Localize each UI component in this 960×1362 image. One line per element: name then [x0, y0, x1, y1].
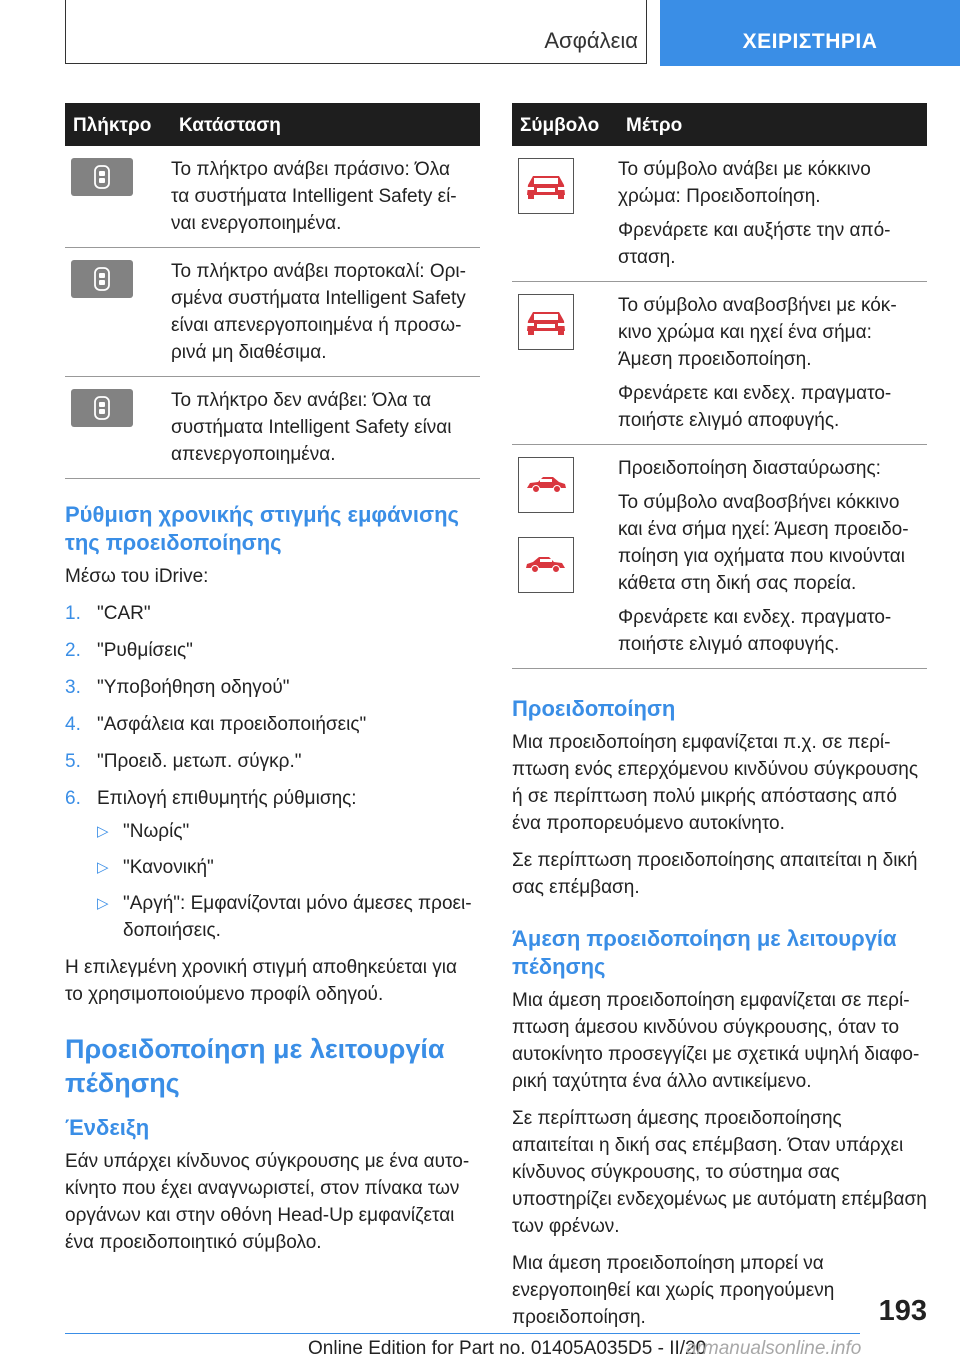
braking-heading: Προειδοποίηση με λειτουργία πέδησης — [65, 1034, 445, 1098]
timing-heading: Ρύθμιση χρονικής στιγμής εμφάνισης της προειδοποίησης — [65, 502, 459, 555]
step-text: "Ρυθμίσεις" — [97, 640, 193, 661]
table-header-measure: Μέτρο — [618, 103, 927, 146]
intelligent-safety-button-icon — [71, 158, 133, 196]
status-text: Το πλήκτρο ανάβει πορτοκαλί: Ορισμένα συστήματα Intelligent Safety είναι απενεργοποιημένα ή προσωρινά μη διαθέσιμα. — [171, 248, 480, 377]
triangle-bullet-icon: ▷ — [97, 823, 109, 840]
table-row — [512, 445, 927, 669]
triangle-bullet-icon: ▷ — [97, 859, 109, 876]
list-item — [65, 674, 480, 701]
table-row — [65, 248, 480, 377]
step-text: "Προειδ. μετωπ. σύγκρ." — [97, 751, 302, 772]
warning-text: Μια προειδοποίηση εμφανίζεται π.χ. σε περίπτωση ενός επερχόμενου κινδύνου σύγκρουσης ή σε περίπτωση πολύ μικρής απόστασης από ένα προπορευόμενο αυτοκίνητο. — [512, 732, 919, 834]
timing-options — [97, 818, 480, 944]
table-header-status: Κατάσταση — [171, 103, 480, 146]
chapter-tab[interactable]: ΧΕΙΡΙΣΤΗΡΙΑ — [660, 0, 960, 66]
list-item — [65, 637, 480, 664]
button-status-table — [65, 103, 480, 479]
step-number: 1. — [65, 603, 81, 624]
step-text: "CAR" — [97, 603, 151, 624]
measure-text: Φρενάρετε και ενδεχ. πραγματοποιήστε ελιγμό αποφυγής. — [618, 383, 892, 431]
option-text: "Νωρίς" — [123, 821, 190, 842]
list-item — [65, 711, 480, 738]
indication-text: Εάν υπάρχει κίνδυνος σύγκρουσης με ένα αυτοκίνητο που έχει αναγνωριστεί, στον πίνακα των οργάνων και στην οθόνη Head-Up εμφανίζεται ένα προειδοποιητικό σύμβολο. — [65, 1151, 470, 1253]
step-text: Επιλογή επιθυμητής ρύθμισης: — [97, 788, 357, 809]
step-number: 4. — [65, 714, 81, 735]
status-text: Το πλήκτρο ανάβει πράσινο: Όλα τα συστήματα Intelligent Safety είναι ενεργοποιημένα. — [171, 146, 480, 248]
warning-text: Σε περίπτωση προειδοποίησης απαιτείται η δική σας επέμβαση. — [512, 850, 918, 898]
timing-note: Η επιλεγμένη χρονική στιγμή αποθηκεύεται για το χρησιμοποιούμενο προφίλ οδηγού. — [65, 957, 457, 1005]
section-title: Ασφάλεια — [544, 28, 638, 53]
list-item — [65, 748, 480, 775]
list-item — [65, 785, 480, 944]
option-item — [97, 854, 480, 881]
status-text: Το πλήκτρο δεν ανάβει: Όλα τα συστήματα Intelligent Safety είναι απενεργοποιημένα. — [171, 377, 480, 479]
immediate-warning-heading: Άμεση προειδοποίηση με λειτουργία πέδησης — [512, 926, 897, 979]
option-text: "Αργή": Εμφανίζονται μόνο άμεσες προειδοποιήσεις. — [123, 893, 472, 941]
front-collision-warning-icon — [518, 294, 574, 350]
measure-text: Φρενάρετε και αυξήστε την απόσταση. — [618, 220, 891, 268]
symbol-measure-table — [512, 103, 927, 669]
footer-divider — [65, 1333, 860, 1334]
intelligent-safety-button-icon — [71, 389, 133, 427]
triangle-bullet-icon: ▷ — [97, 895, 109, 912]
table-header-symbol: Σύμβολο — [512, 103, 618, 146]
cross-traffic-warning-icon — [518, 537, 574, 593]
right-column — [512, 103, 927, 1341]
step-number: 3. — [65, 677, 81, 698]
front-collision-warning-icon — [518, 158, 574, 214]
option-text: "Κανονική" — [123, 857, 214, 878]
table-row — [512, 146, 927, 282]
left-column — [65, 103, 480, 1266]
option-item — [97, 818, 480, 845]
step-text: "Ασφάλεια και προειδοποιήσεις" — [97, 714, 367, 735]
immediate-warning-text: Σε περίπτωση άμεσης προειδοποίησης απαιτείται η δική σας επέμβαση. Όταν υπάρχει κίνδυνος σύγκρουσης, το σύστημα σας υποστηρίζει ενδεχομένως με αυτόματη επέμβαση των φρένων. — [512, 1108, 927, 1237]
table-row — [65, 377, 480, 479]
measure-text: Το σύμβολο αναβοσβήνει κόκκινο και ένα σήμα ηχεί: Άμεση προειδοποίηση για οχήματα που κινούνται κάθετα στη δική σας πορεία. — [618, 492, 909, 594]
measure-text: Το σύμβολο αναβοσβήνει με κόκκινο χρώμα και ηχεί ένα σήμα: Άμεση προειδοποίηση. — [618, 295, 897, 370]
table-row — [65, 146, 480, 248]
immediate-warning-text: Μια άμεση προειδοποίηση εμφανίζεται σε περίπτωση άμεσου κινδύνου σύγκρουσης, όταν το αυτοκίνητο προσεγγίζει με σχετικά υψηλή διαφορική ταχύτητα ένα άλλο αντικείμενο. — [512, 990, 920, 1092]
warning-heading: Προειδοποίηση — [512, 696, 676, 721]
table-row — [512, 282, 927, 445]
timing-steps — [65, 600, 480, 944]
step-number: 6. — [65, 788, 81, 809]
immediate-warning-text: Μια άμεση προειδοποίηση μπορεί να ενεργοποιηθεί και χωρίς προηγούμενη προειδοποίηση. — [512, 1253, 835, 1328]
table-header-button: Πλήκτρο — [65, 103, 171, 146]
list-item — [65, 600, 480, 627]
page-number: 193 — [878, 1295, 927, 1327]
timing-intro: Μέσω του iDrive: — [65, 566, 209, 587]
cross-traffic-warning-icon — [518, 457, 574, 513]
intelligent-safety-button-icon — [71, 260, 133, 298]
measure-text: Το σύμβολο ανάβει με κόκκινο χρώμα: Προειδοποίηση. — [618, 159, 871, 207]
footer-edition: Online Edition for Part no. 01405A035D5 - II/20 — [308, 1338, 707, 1359]
step-text: "Υποβοήθηση οδηγού" — [97, 677, 290, 698]
measure-text: Φρενάρετε και ενδεχ. πραγματοποιήστε ελιγμό αποφυγής. — [618, 607, 892, 655]
footer-watermark: armanualsonline.info — [686, 1338, 862, 1359]
step-number: 5. — [65, 751, 81, 772]
indication-heading: Ένδειξη — [65, 1115, 150, 1140]
step-number: 2. — [65, 640, 81, 661]
measure-text: Προειδοποίηση διασταύρωσης: — [618, 458, 881, 479]
option-item — [97, 890, 480, 944]
